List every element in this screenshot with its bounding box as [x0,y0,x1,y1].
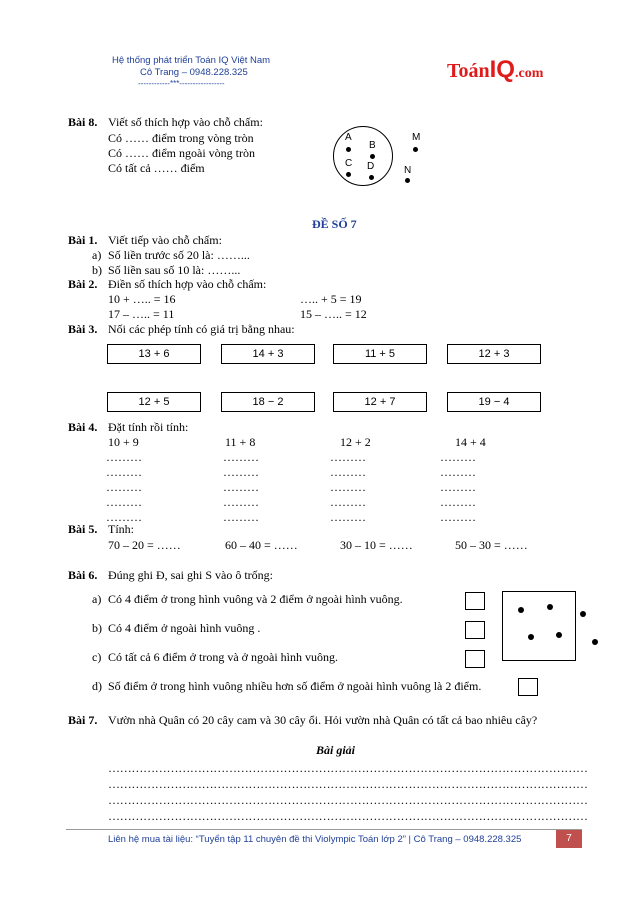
logo-part2: IQ [489,56,515,83]
bai2-label: Bài 2. [68,277,98,291]
inside-point-4 [556,632,562,638]
logo-part3: .com [514,66,544,81]
bai5-label: Bài 5. [68,522,98,536]
bai5-item-4: 50 – 30 = …… [455,538,528,552]
point-n [405,178,410,183]
bai6-d-prefix: d) [92,679,102,693]
bai4-col-4: 14 + 4 [455,435,486,449]
bai6-b-answer-box[interactable] [465,621,485,639]
footer-divider [66,829,582,830]
bai4-work-line[interactable]: ……… [330,450,366,464]
bai8-line-2: Có …… điểm ngoài vòng tròn [108,146,255,160]
bai6-c-answer-box[interactable] [465,650,485,668]
bai1-b-prefix: b) [92,263,102,277]
bai4-col-3: 12 + 2 [340,435,371,449]
header-separator: ------------***----------------- [138,79,225,88]
bai4-work-line[interactable]: ……… [440,510,476,524]
bai4-work-line[interactable]: ……… [330,495,366,509]
bai2-r1-left: 10 + ….. = 16 [108,292,176,306]
bai5-item-2: 60 – 40 = …… [225,538,298,552]
point-d-label: D [367,161,375,172]
bai4-col-1: 10 + 9 [108,435,139,449]
exam-title: ĐỀ SỐ 7 [312,217,357,231]
logo [447,56,543,84]
bai4-work-line[interactable]: ……… [106,495,142,509]
point-n-label: N [404,165,412,176]
inside-point-1 [518,607,524,613]
bai4-work-line[interactable]: ……… [223,510,259,524]
answer-line-4[interactable]: …………………………………………………………………………………………………………… [108,809,588,823]
bai8-line-3: Có tất cả …… điểm [108,161,205,175]
bai4-work-line[interactable]: ……… [106,480,142,494]
match-bottom-4[interactable]: 19 − 4 [447,392,541,412]
match-top-3[interactable]: 11 + 5 [333,344,427,364]
bai4-work-line[interactable]: ……… [223,480,259,494]
bai6-b-text: Có 4 điểm ở ngoài hình vuông . [108,621,261,635]
bai4-work-line[interactable]: ……… [330,465,366,479]
bai4-work-line[interactable]: ……… [440,495,476,509]
bai7-label: Bài 7. [68,713,98,727]
bai4-work-line[interactable]: ……… [223,495,259,509]
outside-point-1 [580,611,586,617]
bai4-work-line[interactable]: ……… [223,465,259,479]
bai4-label: Bài 4. [68,420,98,434]
header-org: Hệ thống phát triển Toán IQ Việt Nam [112,55,271,66]
bai4-work-line[interactable]: ……… [106,465,142,479]
header-contact: Cô Trang – 0948.228.325 [140,67,248,78]
point-d [369,175,374,180]
bai5-item-1: 70 – 20 = …… [108,538,181,552]
bai2-r2-right: 15 – ….. = 12 [300,307,367,321]
bai4-work-line[interactable]: ……… [223,450,259,464]
answer-line-2[interactable]: …………………………………………………………………………………………………………… [108,777,588,791]
bai4-work-line[interactable]: ……… [440,480,476,494]
bai4-col-2: 11 + 8 [225,435,256,449]
bai4-title: Đặt tính rồi tính: [108,420,189,434]
match-bottom-1[interactable]: 12 + 5 [107,392,201,412]
point-m [413,147,418,152]
bai7-solution-label: Bài giải [316,743,356,757]
bai1-b-text: Số liền sau số 10 là: ……... [108,263,241,277]
bai1-label: Bài 1. [68,233,98,247]
page-number: 7 [556,830,582,848]
bai4-work-line[interactable]: ……… [106,450,142,464]
outside-point-2 [592,639,598,645]
bai8-label: Bài 8. [68,115,98,129]
bai6-d-answer-box[interactable] [518,678,538,696]
logo-part1: Toán [447,60,490,82]
bai1-a-text: Số liền trước số 20 là: ……... [108,248,250,262]
bai1-a-prefix: a) [92,248,102,262]
bai6-title: Đúng ghi Đ, sai ghi S vào ô trống: [108,568,273,582]
bai3-label: Bài 3. [68,322,98,336]
bai6-a-prefix: a) [92,592,102,606]
bai4-work-line[interactable]: ……… [330,510,366,524]
bai5-item-3: 30 – 10 = …… [340,538,413,552]
bai5-title: Tính: [108,522,134,536]
bai4-work-line[interactable]: ……… [440,450,476,464]
bai6-a-text: Có 4 điểm ở trong hình vuông và 2 điểm ở ngoài hình vuông. [108,592,403,606]
match-top-1[interactable]: 13 + 6 [107,344,201,364]
bai4-work-line[interactable]: ……… [330,480,366,494]
square-figure [502,591,576,661]
match-top-2[interactable]: 14 + 3 [221,344,315,364]
match-bottom-3[interactable]: 12 + 7 [333,392,427,412]
inside-point-2 [547,604,553,610]
bai8-title: Viết số thích hợp vào chỗ chấm: [108,115,263,129]
point-c [346,172,351,177]
bai7-title: Vườn nhà Quân có 20 cây cam và 30 cây ổi. Hỏi vườn nhà Quân có tất cả bao nhiêu cây? [108,713,538,727]
match-top-4[interactable]: 12 + 3 [447,344,541,364]
bai6-d-text: Số điểm ở trong hình vuông nhiều hơn số điểm ở ngoài hình vuông là 2 điểm. [108,679,482,693]
point-c-label: C [345,158,353,169]
bai6-b-prefix: b) [92,621,102,635]
bai2-r2-left: 17 – ….. = 11 [108,307,175,321]
answer-line-3[interactable]: …………………………………………………………………………………………………………… [108,793,588,807]
inside-point-3 [528,634,534,640]
answer-line-1[interactable]: …………………………………………………………………………………………………………… [108,761,588,775]
bai6-a-answer-box[interactable] [465,592,485,610]
point-b [370,154,375,159]
match-bottom-2[interactable]: 18 − 2 [221,392,315,412]
bai6-c-text: Có tất cả 6 điểm ở trong và ở ngoài hình vuông. [108,650,338,664]
point-b-label: B [369,140,376,151]
bai2-r1-right: ….. + 5 = 19 [300,292,362,306]
bai6-label: Bài 6. [68,568,98,582]
bai6-c-prefix: c) [92,650,102,664]
bai3-title: Nối các phép tính có giá trị bằng nhau: [108,322,295,336]
bai4-work-line[interactable]: ……… [106,510,142,524]
bai4-work-line[interactable]: ……… [440,465,476,479]
bai1-title: Viết tiếp vào chỗ chấm: [108,233,222,247]
circle-figure [333,126,393,186]
point-a-label: A [345,132,352,143]
point-m-label: M [412,132,421,143]
bai2-title: Điền số thích hợp vào chỗ chấm: [108,277,267,291]
point-a [346,147,351,152]
footer-text: Liên hệ mua tài liệu: “Tuyển tập 11 chuyên đề thi Violympic Toán lớp 2” | Cô Trang – 0948.228.325 [108,834,522,845]
bai8-line-1: Có …… điểm trong vòng tròn [108,131,254,145]
